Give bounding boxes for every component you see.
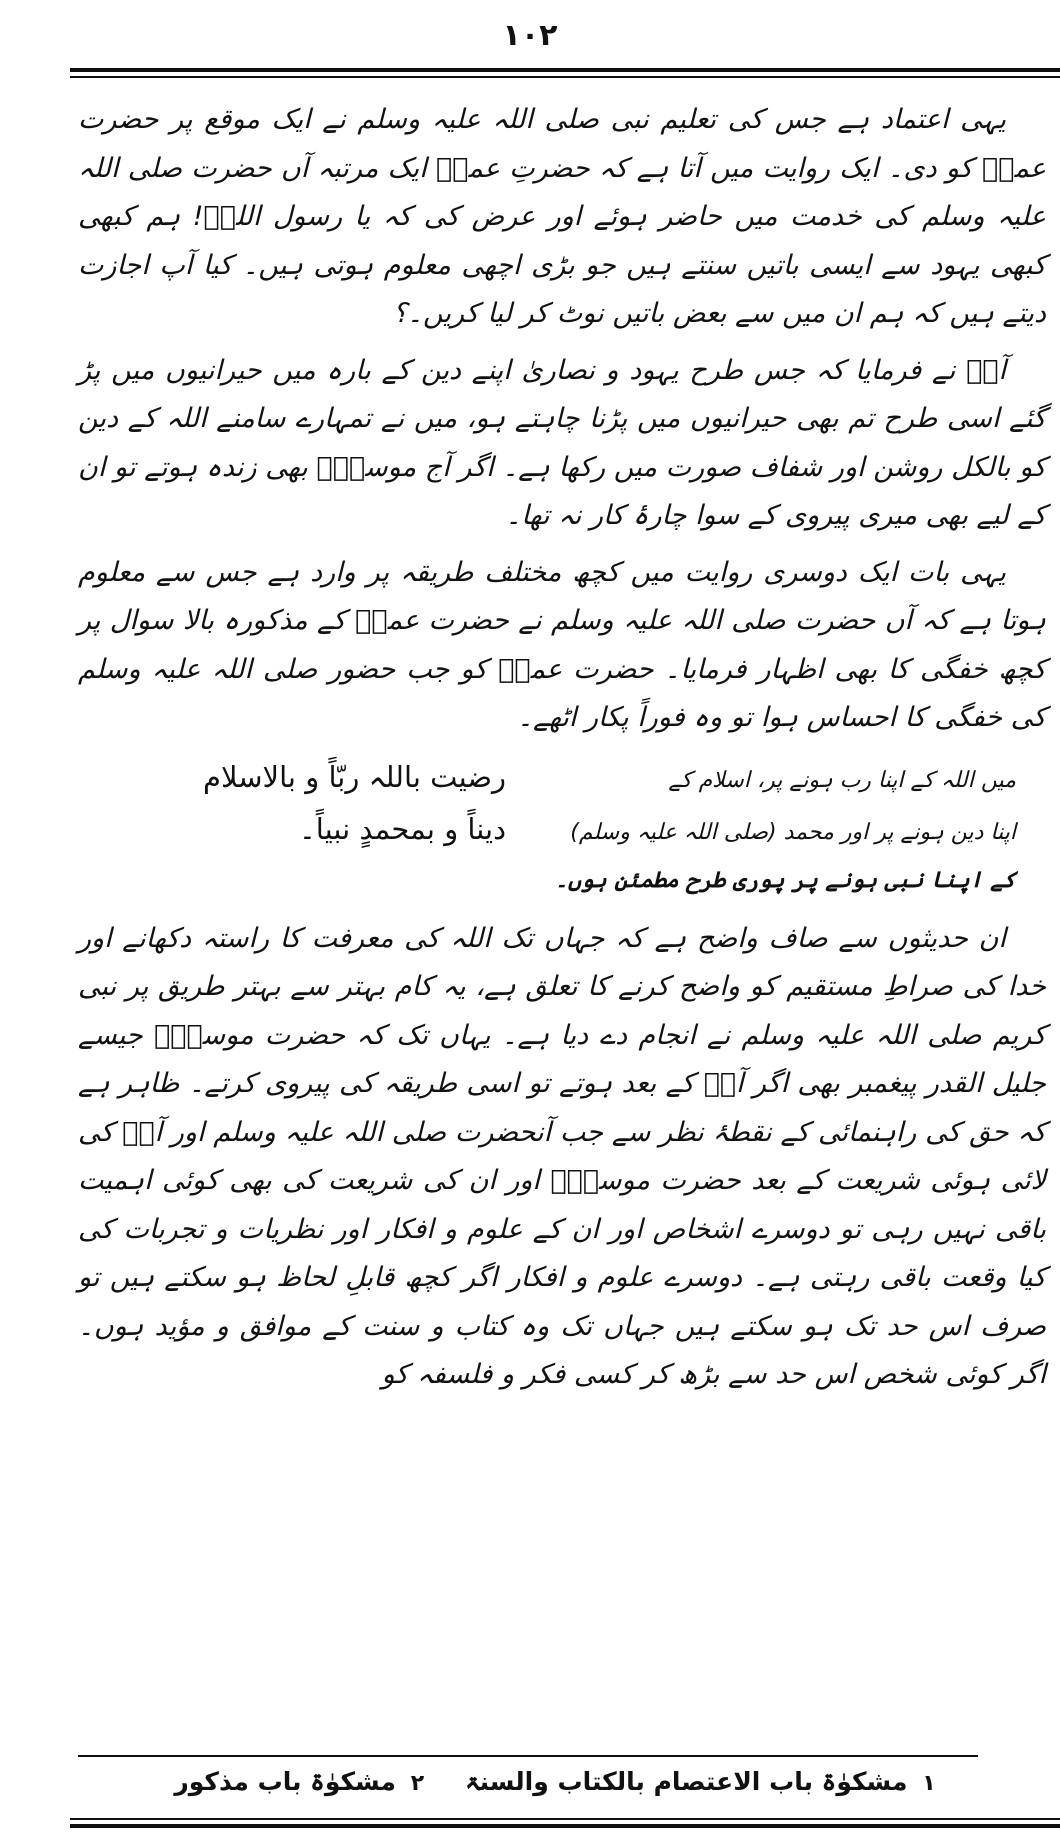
paragraph-3: یہی بات ایک دوسری روایت میں کچھ مختلف طریقہ پر وارد ہے جس سے معلوم ہوتا ہے کہ آں حضرت صلی اللہ علیہ وسلم نے حضرت عمرؓ کے مذکورہ بالا سوال پر کچھ خفگی کا بھی اظہار فرمایا۔ حضرت عمرؓ کو جب حضور صلی اللہ علیہ وسلم کی خفگی کا احساس ہوا تو وہ فوراً پکار اٹھے۔ [78,556,1046,733]
page-number: ۱۰۲ [502,18,558,53]
arabic-quote [86,751,506,855]
footnotes [78,1762,1038,1804]
quote-translation-line-1: میں اللہ کے اپنا رب ہونے پر، اسلام کے [668,767,1016,793]
arabic-quote-line-2: دیناً و بمحمدٍ نبیاً۔ [298,811,506,846]
footer-rule-thick [70,1824,1060,1828]
paragraph-4: ان حدیثوں سے صاف واضح ہے کہ جہاں تک اللہ کی معرفت کا راستہ دکھانے اور خدا کی صراطِ مستقیم کو واضح کرنے کا تعلق ہے، یہ کام بہتر سے بہتر طریق پر نبی کریم صلی اللہ علیہ وسلم نے انجام دے دیا ہے۔ یہاں تک کہ حضرت موسیٰؑ جیسے جلیل القدر پیغمبر بھی اگر آپؐ کے بعد ہوتے تو اسی طریقہ کی پیروی کرتے۔ ظاہر ہے کہ حق کی راہنمائی کے نقطۂ نظر سے جب آنحضرت صلی اللہ علیہ وسلم اور آپؐ کی لائی ہوئی شریعت کے بعد حضرت موسیٰؑ اور ان کی شریعت کی بھی کوئی اہمیت باقی نہیں رہی تو دوسرے اشخاص اور ان کے علوم و افکار اور نظریات و تجربات کی کیا وقعت باقی رہتی ہے۔ دوسرے علوم و افکار اگر کچھ قابلِ لحاظ ہو سکتے ہیں تو صرف اس حد تک ہو سکتے ہیں جہاں تک وہ کتاب و سنت کے موافق و مؤید ہوں۔ اگر کوئی شخص اس حد سے بڑھ کر کسی فکر و فلسفہ کو [78,922,1046,1390]
footnote-1-marker: ۱ [922,1771,936,1796]
footnote-2-marker: ۲ [410,1771,425,1796]
paragraph-2: آپؐ نے فرمایا کہ جس طرح یہود و نصاریٰ اپنے دین کے بارہ میں حیرانیوں میں پڑ گئے اسی طرح تم بھی حیرانیوں میں پڑنا چاہتے ہو، میں نے تمہارے سامنے اللہ کے دین کو بالکل روشن اور شفاف صورت میں رکھا ہے۔ اگر آج موسیٰؑ بھی زندہ ہوتے تو ان کے لیے بھی میری پیروی کے سوا چارۂ کار نہ تھا۔ [78,354,1046,531]
footer-rule-thin [70,1818,1060,1820]
footnote-2-text: مشکوٰۃ باب مذکور [174,1767,396,1796]
header-rule-thick [70,68,1060,72]
quote-translation-line-3: کے اپنا نبی ہونے پر پوری طرح مطمئن ہوں۔ [555,867,1016,893]
quote-translation-line-2: اپنا دین ہونے پر اور محمد (صلی اللہ علیہ وسلم) [570,819,1016,845]
arabic-quote-line-1: رضیت باللہ ربّاً و بالاسلام [203,759,506,794]
quote-translation [536,755,1016,859]
body-text [78,96,1046,1408]
footnote-rule [78,1755,978,1757]
paragraph-1: یہی اعتماد ہے جس کی تعلیم نبی صلی اللہ علیہ وسلم نے ایک موقع پر حضرت عمرؓ کو دی۔ ایک روایت میں آتا ہے کہ حضرتِ عمرؓ ایک مرتبہ آں حضرت صلی اللہ علیہ وسلم کی خدمت میں حاضر ہوئے اور عرض کی کہ یا رسول اللہؐ! ہم کبھی کبھی یہود سے ایسی باتیں سنتے ہیں جو بڑی اچھی معلوم ہوتی ہیں۔ کیا آپ اجازت دیتے ہیں کہ ہم ان میں سے بعض باتیں نوٹ کر لیا کریں۔؟ [78,104,1046,329]
arabic-quote-block [78,751,1046,911]
footnote-1-text: مشکوٰۃ باب الاعتصام بالکتاب والسنۃ [464,1767,908,1796]
header-rule-thin [70,76,1060,78]
